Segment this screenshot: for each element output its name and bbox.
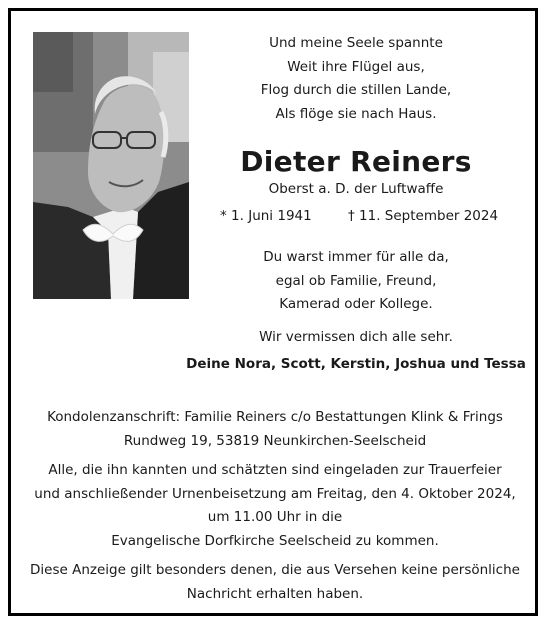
family-signature: Deine Nora, Scott, Kerstin, Joshua und Tessa <box>186 356 526 372</box>
poem-line: Als flöge sie nach Haus. <box>275 105 437 122</box>
verse-line: egal ob Familie, Freund, <box>275 272 437 289</box>
verse-line: Kamerad oder Kollege. <box>279 296 433 312</box>
miss-you-text: Wir vermissen dich alle sehr. <box>259 329 453 345</box>
closing-notice <box>14 559 536 606</box>
condolence-line: Rundweg 19, 53819 Neunkirchen-Seelscheid <box>123 432 427 449</box>
notice-line: Nachricht erhalten haben. <box>186 585 364 602</box>
rank-title: Oberst a. D. der Luftwaffe <box>268 181 444 197</box>
memorial-verse <box>196 246 516 317</box>
invite-line: und anschließender Urnenbeisetzung am Freitag, den 4. Oktober 2024, <box>34 485 516 502</box>
deceased-name: Dieter Reiners <box>240 145 472 178</box>
notice-line: Diese Anzeige gilt besonders denen, die aus Versehen keine persönliche <box>30 562 520 578</box>
poem-line: Flog durch die stillen Lande, <box>260 82 452 98</box>
poem-line: Und meine Seele spannte <box>269 35 443 51</box>
condolence-line: Kondolenzanschrift: Familie Reiners c/o Bestattungen Klink & Frings <box>47 409 503 425</box>
poem <box>196 32 516 126</box>
verse-line: Du warst immer für alle da, <box>263 249 449 265</box>
portrait-photo <box>33 32 189 299</box>
condolence-address <box>14 406 536 453</box>
invite-line: Alle, die ihn kannten und schätzten sind eingeladen zur Trauerfeier <box>48 462 502 478</box>
funeral-invitation <box>14 459 536 553</box>
invite-line: Evangelische Dorfkirche Seelscheid zu kommen. <box>111 532 439 549</box>
poem-line: Weit ihre Flügel aus, <box>287 58 425 75</box>
death-date: † 11. September 2024 <box>348 208 499 224</box>
birth-date: * 1. Juni 1941 <box>220 208 312 224</box>
invite-line: um 11.00 Uhr in die <box>207 509 343 525</box>
